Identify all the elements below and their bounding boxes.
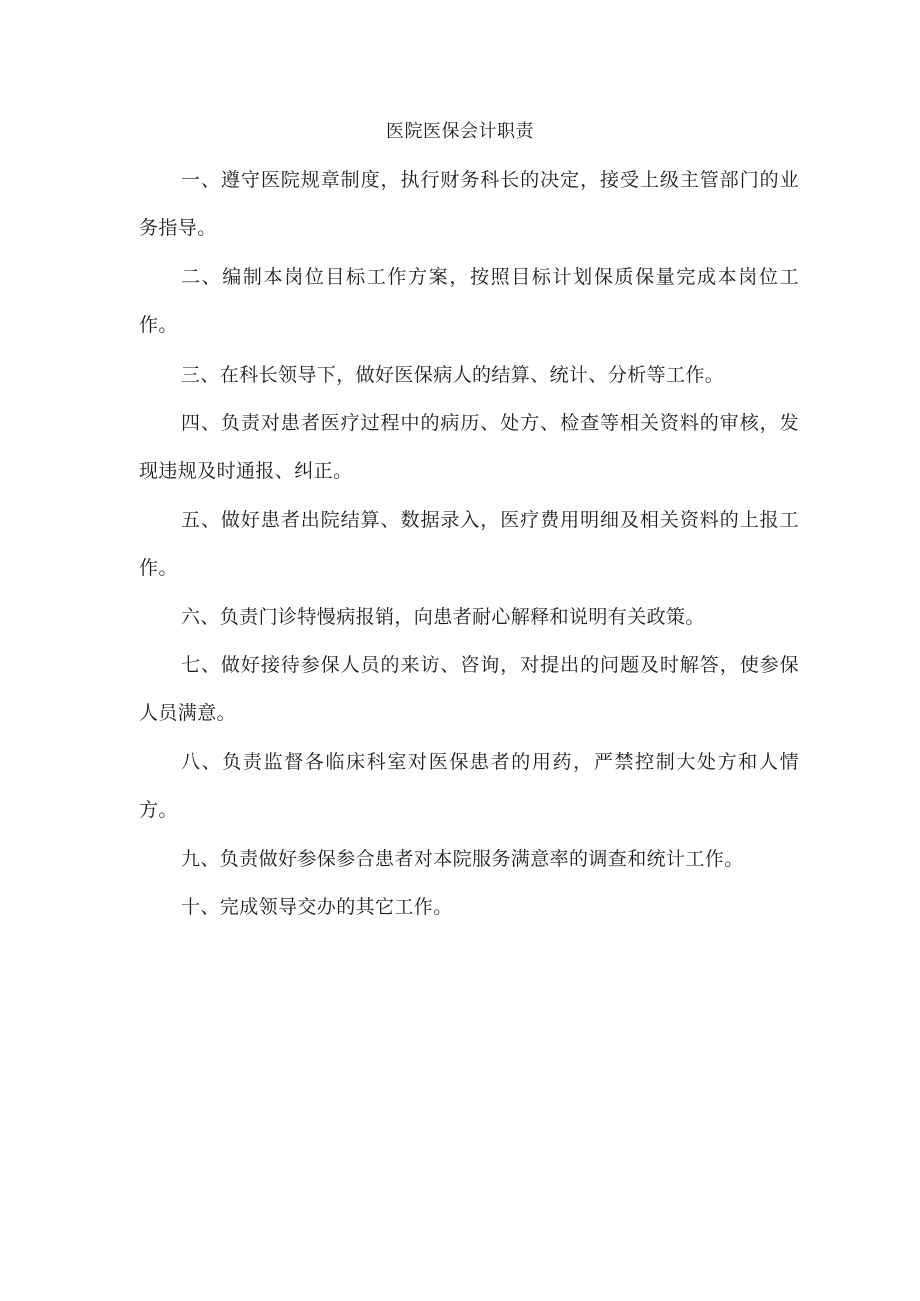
duty-item-3: 三、在科长领导下，做好医保病人的结算、统计、分析等工作。: [181, 364, 725, 386]
duty-item-2: 二、编制本岗位目标工作方案，按照目标计划保质保量完成本岗位工作。: [139, 266, 799, 336]
duty-item-7: 七、做好接待参保人员的来访、咨询，对提出的问题及时解答，使参保人员满意。: [139, 654, 799, 724]
duty-item-1: 一、遵守医院规章制度，执行财务科长的决定，接受上级主管部门的业务指导。: [139, 169, 799, 239]
document-title: 医院医保会计职责: [386, 121, 534, 142]
duty-item-8: 八、负责监督各临床科室对医保患者的用药，严禁控制大处方和人情方。: [139, 751, 799, 821]
duty-item-4: 四、负责对患者医疗过程中的病历、处方、检查等相关资料的审核，发现违规及时通报、纠正。: [139, 412, 799, 482]
duty-item-9: 九、负责做好参保参合患者对本院服务满意率的调查和统计工作。: [181, 848, 744, 870]
duty-item-5: 五、做好患者出院结算、数据录入，医疗费用明细及相关资料的上报工作。: [139, 509, 799, 579]
duty-item-10: 十、完成领导交办的其它工作。: [181, 896, 453, 918]
duty-item-6: 六、负责门诊特慢病报销，向患者耐心解释和说明有关政策。: [181, 606, 705, 628]
